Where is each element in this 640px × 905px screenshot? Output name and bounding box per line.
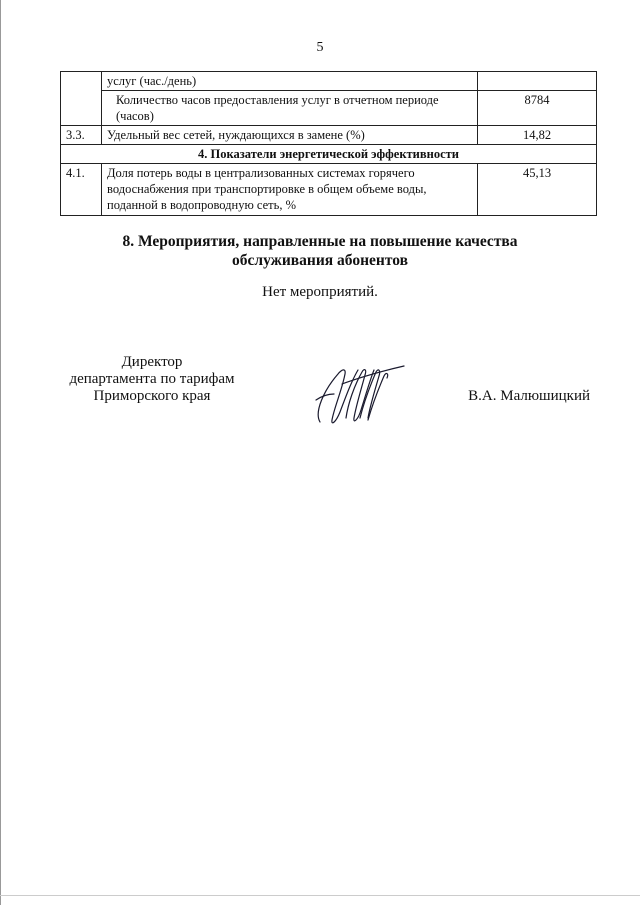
row-number (61, 72, 102, 126)
row-number: 3.3. (61, 126, 102, 145)
section-heading (0, 232, 640, 270)
scan-edge (0, 0, 1, 905)
row-value: 14,82 (478, 126, 597, 145)
section-header-row (61, 145, 597, 164)
row-number: 4.1. (61, 164, 102, 216)
row-value: 45,13 (478, 164, 597, 216)
signer-name: В.А. Малюшицкий (468, 388, 590, 404)
row-value (478, 72, 597, 91)
table-row (61, 91, 597, 126)
signatory-line: Директор (121, 354, 183, 370)
row-text: Доля потерь воды в централизованных системах горячего водоснабжения при транспортировке в общем объеме воды, поданной в водопроводную сеть, % (102, 164, 478, 216)
row-text: Количество часов предоставления услуг в отчетном периоде (часов) (102, 91, 478, 126)
row-text: Удельный вес сетей, нуждающихся в замене (%) (102, 126, 478, 145)
table-row (61, 164, 597, 216)
heading-line: обслуживания абонентов (232, 252, 408, 269)
row-value: 8784 (478, 91, 597, 126)
indicators-table (60, 71, 597, 216)
no-measures-text: Нет мероприятий. (262, 284, 378, 300)
table-row (61, 72, 597, 91)
table-row (61, 126, 597, 145)
signatory-title (52, 354, 252, 405)
signatory-line: Приморского края (93, 388, 211, 404)
heading-line: 8. Мероприятия, направленные на повышение качества (122, 233, 518, 250)
scan-edge-bottom (0, 895, 640, 896)
signatory-line: департамента по тарифам (69, 371, 235, 387)
section-title: 4. Показатели энергетической эффективности (61, 145, 597, 164)
row-text: услуг (час./день) (102, 72, 478, 91)
handwritten-signature (312, 360, 412, 430)
page-number: 5 (316, 40, 324, 55)
